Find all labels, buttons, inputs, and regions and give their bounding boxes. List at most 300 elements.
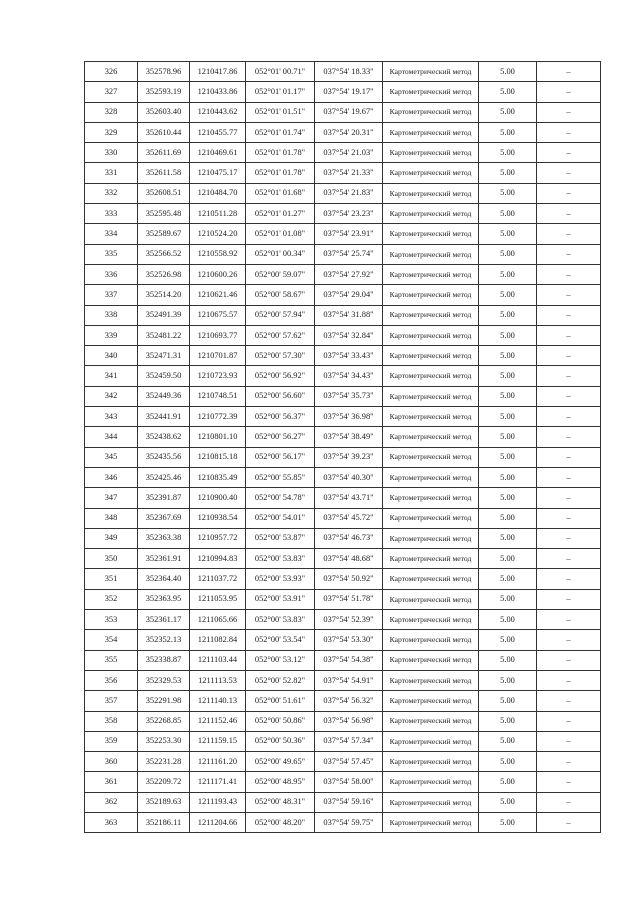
accuracy-cell: 5.00 (479, 386, 537, 406)
x-coordinate-cell: 352481.22 (138, 325, 190, 345)
point-number-cell: 339 (85, 325, 138, 345)
method-cell: Картометрический метод (383, 772, 479, 792)
accuracy-cell: 5.00 (479, 264, 537, 284)
x-coordinate-cell: 352338.87 (138, 650, 190, 670)
method-cell: Картометрический метод (383, 467, 479, 487)
note-cell: – (537, 731, 601, 751)
note-cell: – (537, 346, 601, 366)
latitude-cell: 052°01' 01.17" (246, 82, 315, 102)
table-row (85, 82, 601, 102)
y-coordinate-cell: 1210835.49 (190, 467, 246, 487)
method-cell: Картометрический метод (383, 650, 479, 670)
latitude-cell: 052°00' 56.17" (246, 447, 315, 467)
y-coordinate-cell: 1210455.77 (190, 122, 246, 142)
note-cell: – (537, 143, 601, 163)
y-coordinate-cell: 1210621.46 (190, 285, 246, 305)
point-number-cell: 362 (85, 792, 138, 812)
accuracy-cell: 5.00 (479, 143, 537, 163)
x-coordinate-cell: 352352.13 (138, 630, 190, 650)
longitude-cell: 037°54' 50.92" (315, 569, 383, 589)
table-row (85, 346, 601, 366)
longitude-cell: 037°54' 57.45" (315, 752, 383, 772)
longitude-cell: 037°54' 18.33" (315, 62, 383, 82)
y-coordinate-cell: 1210675.57 (190, 305, 246, 325)
method-cell: Картометрический метод (383, 224, 479, 244)
y-coordinate-cell: 1211140.13 (190, 691, 246, 711)
y-coordinate-cell: 1210801.10 (190, 427, 246, 447)
x-coordinate-cell: 352364.40 (138, 569, 190, 589)
y-coordinate-cell: 1210772.39 (190, 407, 246, 427)
point-number-cell: 326 (85, 62, 138, 82)
method-cell: Картометрический метод (383, 122, 479, 142)
y-coordinate-cell: 1210900.40 (190, 488, 246, 508)
accuracy-cell: 5.00 (479, 224, 537, 244)
note-cell: – (537, 467, 601, 487)
longitude-cell: 037°54' 57.34" (315, 731, 383, 751)
x-coordinate-cell: 352253.30 (138, 731, 190, 751)
method-cell: Картометрический метод (383, 285, 479, 305)
note-cell: – (537, 325, 601, 345)
accuracy-cell: 5.00 (479, 549, 537, 569)
accuracy-cell: 5.00 (479, 204, 537, 224)
point-number-cell: 333 (85, 204, 138, 224)
x-coordinate-cell: 352291.98 (138, 691, 190, 711)
point-number-cell: 346 (85, 467, 138, 487)
y-coordinate-cell: 1211037.72 (190, 569, 246, 589)
accuracy-cell: 5.00 (479, 528, 537, 548)
method-cell: Картометрический метод (383, 508, 479, 528)
y-coordinate-cell: 1211103.44 (190, 650, 246, 670)
y-coordinate-cell: 1210558.92 (190, 244, 246, 264)
table-row (85, 224, 601, 244)
table-row (85, 447, 601, 467)
x-coordinate-cell: 352610.44 (138, 122, 190, 142)
table-row (85, 102, 601, 122)
latitude-cell: 052°00' 55.85" (246, 467, 315, 487)
y-coordinate-cell: 1211193.43 (190, 792, 246, 812)
note-cell: – (537, 447, 601, 467)
note-cell: – (537, 670, 601, 690)
table-row (85, 183, 601, 203)
point-number-cell: 345 (85, 447, 138, 467)
note-cell: – (537, 102, 601, 122)
accuracy-cell: 5.00 (479, 691, 537, 711)
x-coordinate-cell: 352491.39 (138, 305, 190, 325)
table-row (85, 244, 601, 264)
x-coordinate-cell: 352526.98 (138, 264, 190, 284)
note-cell: – (537, 508, 601, 528)
y-coordinate-cell: 1211159.15 (190, 731, 246, 751)
longitude-cell: 037°54' 56.32" (315, 691, 383, 711)
accuracy-cell: 5.00 (479, 346, 537, 366)
table-row (85, 772, 601, 792)
note-cell: – (537, 305, 601, 325)
latitude-cell: 052°00' 53.54" (246, 630, 315, 650)
table-row (85, 508, 601, 528)
table-row (85, 285, 601, 305)
method-cell: Картометрический метод (383, 549, 479, 569)
latitude-cell: 052°00' 48.20" (246, 812, 315, 832)
point-number-cell: 336 (85, 264, 138, 284)
longitude-cell: 037°54' 56.98" (315, 711, 383, 731)
accuracy-cell: 5.00 (479, 670, 537, 690)
longitude-cell: 037°54' 52.39" (315, 610, 383, 630)
point-number-cell: 331 (85, 163, 138, 183)
longitude-cell: 037°54' 38.49" (315, 427, 383, 447)
table-row (85, 691, 601, 711)
x-coordinate-cell: 352329.53 (138, 670, 190, 690)
point-number-cell: 357 (85, 691, 138, 711)
longitude-cell: 037°54' 46.73" (315, 528, 383, 548)
table-row (85, 366, 601, 386)
note-cell: – (537, 589, 601, 609)
latitude-cell: 052°00' 57.62" (246, 325, 315, 345)
method-cell: Картометрический метод (383, 143, 479, 163)
table-row (85, 122, 601, 142)
note-cell: – (537, 427, 601, 447)
longitude-cell: 037°54' 40.30" (315, 467, 383, 487)
note-cell: – (537, 528, 601, 548)
coordinates-table (84, 61, 601, 833)
point-number-cell: 352 (85, 589, 138, 609)
method-cell: Картометрический метод (383, 204, 479, 224)
table-body (85, 62, 601, 833)
x-coordinate-cell: 352391.87 (138, 488, 190, 508)
y-coordinate-cell: 1210748.51 (190, 386, 246, 406)
point-number-cell: 359 (85, 731, 138, 751)
accuracy-cell: 5.00 (479, 82, 537, 102)
latitude-cell: 052°01' 01.51" (246, 102, 315, 122)
latitude-cell: 052°00' 53.93" (246, 569, 315, 589)
accuracy-cell: 5.00 (479, 467, 537, 487)
latitude-cell: 052°00' 53.83" (246, 549, 315, 569)
longitude-cell: 037°54' 35.73" (315, 386, 383, 406)
table-row (85, 711, 601, 731)
note-cell: – (537, 792, 601, 812)
table-row (85, 528, 601, 548)
table-row (85, 488, 601, 508)
method-cell: Картометрический метод (383, 447, 479, 467)
longitude-cell: 037°54' 34.43" (315, 366, 383, 386)
table-row (85, 752, 601, 772)
latitude-cell: 052°00' 50.36" (246, 731, 315, 751)
table-row (85, 62, 601, 82)
table-row (85, 467, 601, 487)
method-cell: Картометрический метод (383, 427, 479, 447)
table-row (85, 569, 601, 589)
table-row (85, 549, 601, 569)
latitude-cell: 052°00' 48.31" (246, 792, 315, 812)
method-cell: Картометрический метод (383, 264, 479, 284)
y-coordinate-cell: 1211204.66 (190, 812, 246, 832)
y-coordinate-cell: 1210417.86 (190, 62, 246, 82)
table-row (85, 731, 601, 751)
accuracy-cell: 5.00 (479, 122, 537, 142)
table-row (85, 325, 601, 345)
point-number-cell: 349 (85, 528, 138, 548)
accuracy-cell: 5.00 (479, 325, 537, 345)
point-number-cell: 351 (85, 569, 138, 589)
point-number-cell: 332 (85, 183, 138, 203)
latitude-cell: 052°00' 52.82" (246, 670, 315, 690)
latitude-cell: 052°00' 56.92" (246, 366, 315, 386)
note-cell: – (537, 650, 601, 670)
table-row (85, 812, 601, 832)
note-cell: – (537, 691, 601, 711)
y-coordinate-cell: 1210701.87 (190, 346, 246, 366)
y-coordinate-cell: 1210938.54 (190, 508, 246, 528)
table-row (85, 305, 601, 325)
x-coordinate-cell: 352611.69 (138, 143, 190, 163)
longitude-cell: 037°54' 54.38" (315, 650, 383, 670)
table-row (85, 143, 601, 163)
point-number-cell: 329 (85, 122, 138, 142)
y-coordinate-cell: 1210815.18 (190, 447, 246, 467)
latitude-cell: 052°01' 01.78" (246, 163, 315, 183)
x-coordinate-cell: 352608.51 (138, 183, 190, 203)
method-cell: Картометрический метод (383, 569, 479, 589)
y-coordinate-cell: 1210524.20 (190, 224, 246, 244)
accuracy-cell: 5.00 (479, 102, 537, 122)
y-coordinate-cell: 1210600.26 (190, 264, 246, 284)
longitude-cell: 037°54' 53.30" (315, 630, 383, 650)
longitude-cell: 037°54' 25.74" (315, 244, 383, 264)
latitude-cell: 052°00' 54.78" (246, 488, 315, 508)
table-row (85, 163, 601, 183)
accuracy-cell: 5.00 (479, 62, 537, 82)
point-number-cell: 358 (85, 711, 138, 731)
x-coordinate-cell: 352593.19 (138, 82, 190, 102)
y-coordinate-cell: 1210723.93 (190, 366, 246, 386)
longitude-cell: 037°54' 45.72" (315, 508, 383, 528)
x-coordinate-cell: 352603.40 (138, 102, 190, 122)
y-coordinate-cell: 1211082.84 (190, 630, 246, 650)
point-number-cell: 327 (85, 82, 138, 102)
latitude-cell: 052°00' 53.83" (246, 610, 315, 630)
accuracy-cell: 5.00 (479, 610, 537, 630)
x-coordinate-cell: 352361.17 (138, 610, 190, 630)
table-row (85, 264, 601, 284)
x-coordinate-cell: 352363.38 (138, 528, 190, 548)
x-coordinate-cell: 352566.52 (138, 244, 190, 264)
accuracy-cell: 5.00 (479, 447, 537, 467)
longitude-cell: 037°54' 19.17" (315, 82, 383, 102)
accuracy-cell: 5.00 (479, 589, 537, 609)
accuracy-cell: 5.00 (479, 812, 537, 832)
accuracy-cell: 5.00 (479, 285, 537, 305)
note-cell: – (537, 488, 601, 508)
table-row (85, 792, 601, 812)
method-cell: Картометрический метод (383, 752, 479, 772)
method-cell: Картометрический метод (383, 244, 479, 264)
latitude-cell: 052°00' 54.01" (246, 508, 315, 528)
note-cell: – (537, 264, 601, 284)
longitude-cell: 037°54' 21.33" (315, 163, 383, 183)
latitude-cell: 052°00' 53.12" (246, 650, 315, 670)
method-cell: Картометрический метод (383, 183, 479, 203)
method-cell: Картометрический метод (383, 670, 479, 690)
point-number-cell: 340 (85, 346, 138, 366)
accuracy-cell: 5.00 (479, 731, 537, 751)
x-coordinate-cell: 352189.63 (138, 792, 190, 812)
longitude-cell: 037°54' 19.67" (315, 102, 383, 122)
x-coordinate-cell: 352363.95 (138, 589, 190, 609)
point-number-cell: 341 (85, 366, 138, 386)
latitude-cell: 052°00' 53.87" (246, 528, 315, 548)
point-number-cell: 350 (85, 549, 138, 569)
method-cell: Картометрический метод (383, 589, 479, 609)
point-number-cell: 363 (85, 812, 138, 832)
longitude-cell: 037°54' 33.43" (315, 346, 383, 366)
method-cell: Картометрический метод (383, 528, 479, 548)
latitude-cell: 052°00' 56.60" (246, 386, 315, 406)
longitude-cell: 037°54' 20.31" (315, 122, 383, 142)
latitude-cell: 052°00' 57.94" (246, 305, 315, 325)
note-cell: – (537, 630, 601, 650)
y-coordinate-cell: 1210469.61 (190, 143, 246, 163)
x-coordinate-cell: 352459.50 (138, 366, 190, 386)
method-cell: Картометрический метод (383, 488, 479, 508)
longitude-cell: 037°54' 31.88" (315, 305, 383, 325)
latitude-cell: 052°00' 56.27" (246, 427, 315, 447)
note-cell: – (537, 204, 601, 224)
point-number-cell: 342 (85, 386, 138, 406)
longitude-cell: 037°54' 27.92" (315, 264, 383, 284)
x-coordinate-cell: 352186.11 (138, 812, 190, 832)
method-cell: Картометрический метод (383, 102, 479, 122)
note-cell: – (537, 812, 601, 832)
latitude-cell: 052°01' 01.74" (246, 122, 315, 142)
y-coordinate-cell: 1211161.20 (190, 752, 246, 772)
y-coordinate-cell: 1211065.66 (190, 610, 246, 630)
y-coordinate-cell: 1210433.86 (190, 82, 246, 102)
accuracy-cell: 5.00 (479, 244, 537, 264)
note-cell: – (537, 285, 601, 305)
x-coordinate-cell: 352514.20 (138, 285, 190, 305)
method-cell: Картометрический метод (383, 630, 479, 650)
longitude-cell: 037°54' 21.83" (315, 183, 383, 203)
note-cell: – (537, 244, 601, 264)
table-row (85, 427, 601, 447)
latitude-cell: 052°00' 48.95" (246, 772, 315, 792)
latitude-cell: 052°00' 50.86" (246, 711, 315, 731)
point-number-cell: 338 (85, 305, 138, 325)
x-coordinate-cell: 352449.36 (138, 386, 190, 406)
longitude-cell: 037°54' 23.23" (315, 204, 383, 224)
method-cell: Картометрический метод (383, 610, 479, 630)
method-cell: Картометрический метод (383, 407, 479, 427)
point-number-cell: 343 (85, 407, 138, 427)
accuracy-cell: 5.00 (479, 366, 537, 386)
y-coordinate-cell: 1210511.28 (190, 204, 246, 224)
point-number-cell: 335 (85, 244, 138, 264)
x-coordinate-cell: 352209.72 (138, 772, 190, 792)
y-coordinate-cell: 1210484.70 (190, 183, 246, 203)
y-coordinate-cell: 1211171.41 (190, 772, 246, 792)
longitude-cell: 037°54' 32.84" (315, 325, 383, 345)
point-number-cell: 354 (85, 630, 138, 650)
latitude-cell: 052°00' 58.67" (246, 285, 315, 305)
longitude-cell: 037°54' 58.00" (315, 772, 383, 792)
accuracy-cell: 5.00 (479, 183, 537, 203)
note-cell: – (537, 752, 601, 772)
method-cell: Картометрический метод (383, 325, 479, 345)
note-cell: – (537, 163, 601, 183)
x-coordinate-cell: 352611.58 (138, 163, 190, 183)
y-coordinate-cell: 1210957.72 (190, 528, 246, 548)
latitude-cell: 052°00' 51.61" (246, 691, 315, 711)
table-row (85, 589, 601, 609)
x-coordinate-cell: 352268.85 (138, 711, 190, 731)
accuracy-cell: 5.00 (479, 407, 537, 427)
point-number-cell: 355 (85, 650, 138, 670)
accuracy-cell: 5.00 (479, 488, 537, 508)
y-coordinate-cell: 1210994.83 (190, 549, 246, 569)
accuracy-cell: 5.00 (479, 427, 537, 447)
method-cell: Картометрический метод (383, 82, 479, 102)
method-cell: Картометрический метод (383, 366, 479, 386)
method-cell: Картометрический метод (383, 346, 479, 366)
latitude-cell: 052°00' 57.30" (246, 346, 315, 366)
point-number-cell: 344 (85, 427, 138, 447)
note-cell: – (537, 183, 601, 203)
method-cell: Картометрический метод (383, 163, 479, 183)
accuracy-cell: 5.00 (479, 508, 537, 528)
x-coordinate-cell: 352589.67 (138, 224, 190, 244)
note-cell: – (537, 407, 601, 427)
table-row (85, 386, 601, 406)
longitude-cell: 037°54' 54.91" (315, 670, 383, 690)
note-cell: – (537, 772, 601, 792)
x-coordinate-cell: 352367.69 (138, 508, 190, 528)
method-cell: Картометрический метод (383, 691, 479, 711)
note-cell: – (537, 224, 601, 244)
latitude-cell: 052°01' 00.71" (246, 62, 315, 82)
point-number-cell: 361 (85, 772, 138, 792)
accuracy-cell: 5.00 (479, 650, 537, 670)
x-coordinate-cell: 352578.96 (138, 62, 190, 82)
latitude-cell: 052°00' 59.07" (246, 264, 315, 284)
point-number-cell: 356 (85, 670, 138, 690)
method-cell: Картометрический метод (383, 711, 479, 731)
longitude-cell: 037°54' 48.68" (315, 549, 383, 569)
method-cell: Картометрический метод (383, 812, 479, 832)
latitude-cell: 052°01' 01.78" (246, 143, 315, 163)
latitude-cell: 052°00' 53.91" (246, 589, 315, 609)
point-number-cell: 334 (85, 224, 138, 244)
note-cell: – (537, 711, 601, 731)
method-cell: Картометрический метод (383, 386, 479, 406)
x-coordinate-cell: 352425.46 (138, 467, 190, 487)
latitude-cell: 052°01' 01.27" (246, 204, 315, 224)
x-coordinate-cell: 352361.91 (138, 549, 190, 569)
method-cell: Картометрический метод (383, 792, 479, 812)
table-row (85, 650, 601, 670)
x-coordinate-cell: 352441.91 (138, 407, 190, 427)
longitude-cell: 037°54' 51.78" (315, 589, 383, 609)
latitude-cell: 052°01' 01.68" (246, 183, 315, 203)
note-cell: – (537, 549, 601, 569)
x-coordinate-cell: 352435.56 (138, 447, 190, 467)
point-number-cell: 328 (85, 102, 138, 122)
note-cell: – (537, 386, 601, 406)
longitude-cell: 037°54' 43.71" (315, 488, 383, 508)
method-cell: Картометрический метод (383, 731, 479, 751)
point-number-cell: 360 (85, 752, 138, 772)
table-row (85, 407, 601, 427)
latitude-cell: 052°00' 56.37" (246, 407, 315, 427)
accuracy-cell: 5.00 (479, 752, 537, 772)
